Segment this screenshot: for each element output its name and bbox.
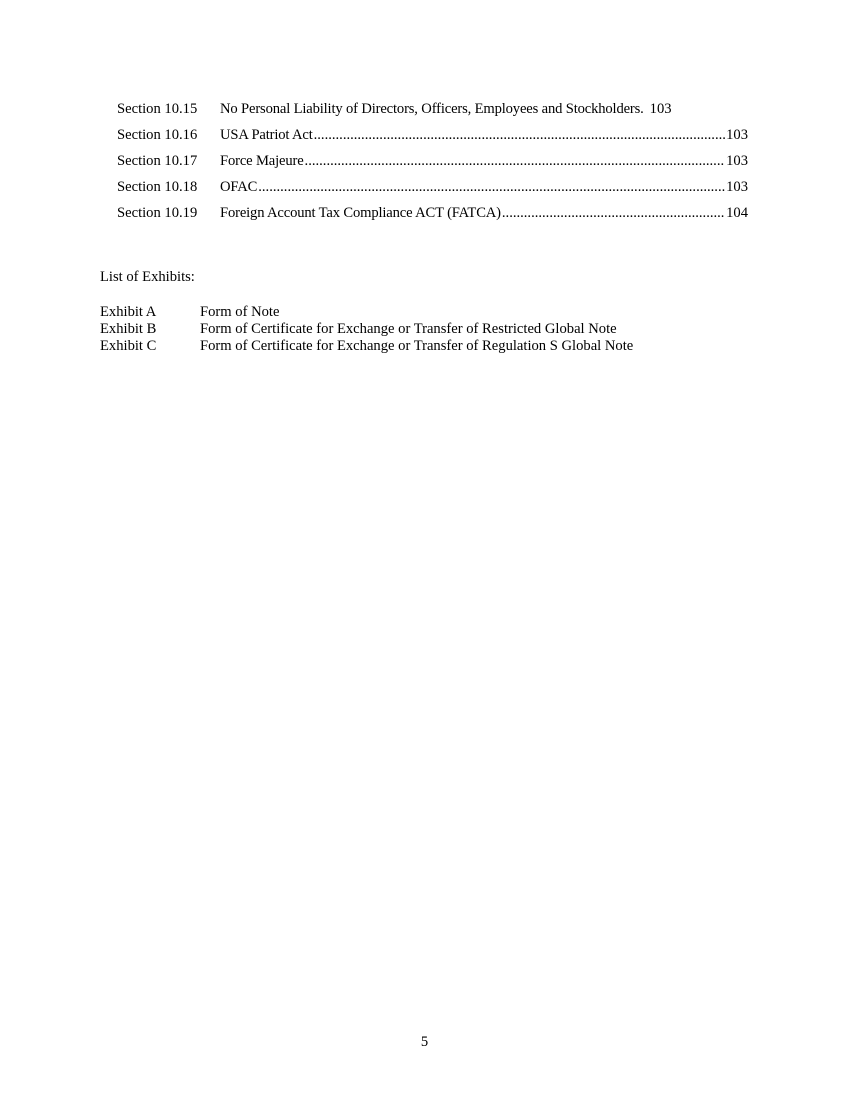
toc-section-title: No Personal Liability of Directors, Officers, Employees and Stockholders. xyxy=(220,101,644,117)
exhibit-id: Exhibit C xyxy=(100,338,157,354)
exhibits-heading: List of Exhibits: xyxy=(100,269,195,285)
toc-dot-leader xyxy=(258,178,725,196)
exhibits-list xyxy=(100,304,800,355)
toc-section-number: Section 10.19 xyxy=(117,205,198,221)
toc-page-number: 103 xyxy=(726,179,748,195)
exhibit-title: Form of Note xyxy=(200,304,280,320)
toc-page-number: 103 xyxy=(726,153,748,169)
toc-entry xyxy=(117,152,748,178)
exhibit-title: Form of Certificate for Exchange or Transfer of Restricted Global Note xyxy=(200,321,617,337)
toc-page-number: 103 xyxy=(649,101,672,117)
exhibit-title: Form of Certificate for Exchange or Transfer of Regulation S Global Note xyxy=(200,338,634,354)
toc-section-title: Foreign Account Tax Compliance ACT (FATCA) xyxy=(220,205,501,221)
toc-section-title: USA Patriot Act xyxy=(220,127,313,143)
exhibit-id: Exhibit A xyxy=(100,304,157,320)
toc-dot-leader xyxy=(502,204,725,222)
toc-entry xyxy=(117,204,748,230)
exhibit-item xyxy=(100,338,800,355)
toc-section-number: Section 10.18 xyxy=(117,179,198,195)
toc-page-number: 103 xyxy=(726,127,748,143)
toc-section-number: Section 10.16 xyxy=(117,127,198,143)
toc-page-number: 104 xyxy=(726,205,748,221)
toc-section-title: OFAC xyxy=(220,179,258,195)
exhibit-id: Exhibit B xyxy=(100,321,157,337)
toc-dot-leader xyxy=(314,126,725,144)
exhibit-item xyxy=(100,321,800,338)
toc-entry xyxy=(117,178,748,204)
toc-entry xyxy=(117,126,748,152)
table-of-contents xyxy=(117,100,748,230)
exhibit-item xyxy=(100,304,800,321)
toc-dot-leader xyxy=(305,152,726,170)
toc-section-number: Section 10.15 xyxy=(117,101,198,117)
toc-section-title: Force Majeure xyxy=(220,153,304,169)
toc-entry xyxy=(117,100,748,126)
toc-section-number: Section 10.17 xyxy=(117,153,198,169)
page-number: 5 xyxy=(420,1034,429,1050)
